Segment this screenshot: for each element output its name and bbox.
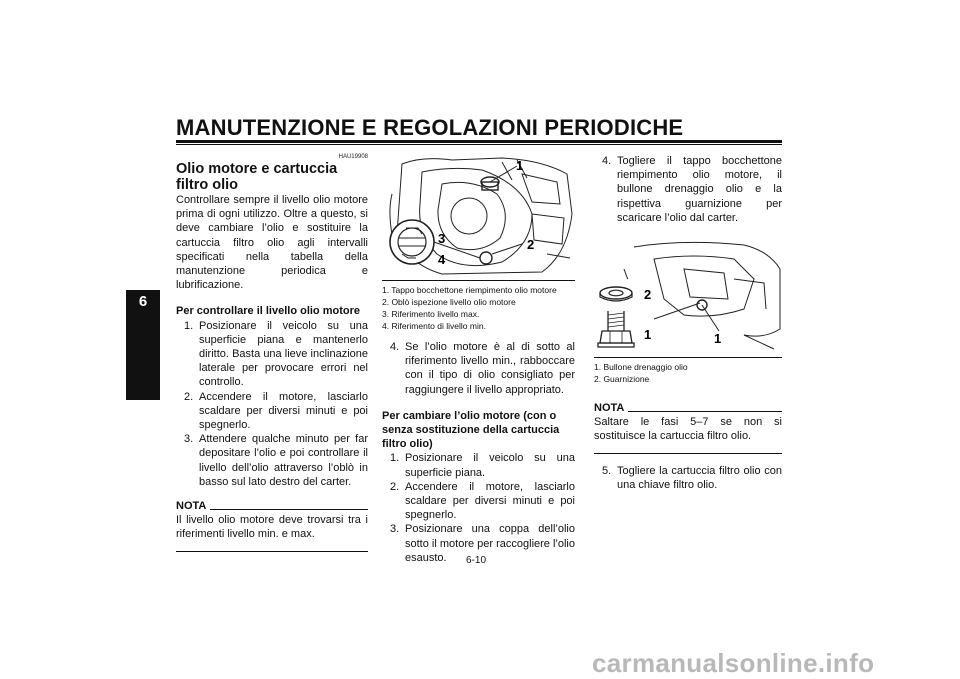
figure-captions <box>594 361 782 385</box>
list-item: 1. Posizionare il veicolo su una superficie piana. <box>390 452 575 479</box>
note-box <box>594 401 782 454</box>
reference-code: HAU19908 <box>338 154 368 160</box>
note-label: NOTA <box>176 500 207 513</box>
section-title: Olio motore e cartuccia filtro olio <box>176 161 338 193</box>
figure-label-4: 4 <box>438 252 446 267</box>
figure-label-2: 2 <box>527 237 535 252</box>
caption-item: 4. Riferimento di livello min. <box>382 321 486 331</box>
intro-paragraph: Controllare sempre il livello olio motore prima di ogni utilizzo. Oltre a questo, si deve cambiare l’olio e sostituire la cartuccia filtro olio agli intervalli specificati nella tabella della manutenzione periodica e lubrificazione. <box>176 194 368 292</box>
check-steps-list-continued <box>382 340 575 397</box>
list-item: 3. Posizionare una coppa dell’olio sotto il motore per raccogliere l’olio esausto. <box>390 523 575 564</box>
column-2 <box>382 154 575 565</box>
watermark: carmanualsonline.info <box>592 648 875 678</box>
list-item: 4. Se l’olio motore è al di sotto al riferimento livello min., rabboccare con il tipo di olio consigliato per raggiungere il livello appropriato. <box>390 341 575 396</box>
note-rule <box>210 509 368 510</box>
header-rule <box>176 140 782 143</box>
engine-oil-filler-figure <box>382 154 575 278</box>
caption-item: 1. Bullone drenaggio olio <box>594 362 688 373</box>
drain-bolt-illustration <box>594 239 782 355</box>
engine-illustration <box>382 154 575 278</box>
filter-steps-list <box>594 464 782 492</box>
note-text: Saltare le fasi 5–7 se non si sostituisce la cartuccia filtro olio. <box>594 416 782 443</box>
figure-captions <box>382 284 575 332</box>
caption-item: 1. Tappo bocchettone riempimento olio motore <box>382 285 557 295</box>
note-text: Il livello olio motore deve trovarsi tra i riferimenti livello min. e max. <box>176 514 368 541</box>
list-item: 4. Togliere il tappo bocchettone riempimento olio motore, il bullone drenaggio olio e la rispettiva guarnizione per scaricare l’olio dal carter. <box>602 155 782 224</box>
page-header-title: MANUTENZIONE E REGOLAZIONI PERIODICHE <box>176 115 684 140</box>
note-end-rule <box>176 551 368 552</box>
header-rule-thin <box>176 144 782 145</box>
chapter-number: 6 <box>138 293 148 310</box>
page-number: 6-10 <box>466 555 487 566</box>
caption-item: 2. Guarnizione <box>594 374 650 385</box>
figure-rule <box>594 357 782 358</box>
figure-label-1-secondary: 1 <box>714 331 722 347</box>
column-1 <box>176 154 368 552</box>
list-item: 2. Accendere il motore, lasciarlo scaldare per diversi minuti e poi spegnerlo. <box>184 390 368 432</box>
figure-label-1: 1 <box>644 327 652 343</box>
drain-bolt-figure <box>594 239 782 355</box>
note-box <box>176 499 368 552</box>
caption-item: 2. Oblò ispezione livello olio motore <box>382 297 516 307</box>
list-item: 2. Accendere il motore, lasciarlo scaldare per diversi minuti e poi spegnerlo. <box>390 480 575 522</box>
note-end-rule <box>594 453 782 454</box>
figure-label-1: 1 <box>516 158 524 173</box>
figure-rule <box>382 280 575 281</box>
list-item: 3. Attendere qualche minuto per far depositare l’olio e poi controllare il livello dell’olio attraverso l’oblò in basso sul lato destro del carter. <box>184 433 368 488</box>
change-steps-list-continued <box>594 154 782 225</box>
figure-label-2: 2 <box>644 287 652 303</box>
list-item: 5. Togliere la cartuccia filtro olio con una chiave filtro olio. <box>602 464 782 491</box>
note-rule <box>628 411 782 412</box>
subsection-title: Per controllare il livello olio motore <box>176 305 360 318</box>
list-item: 1. Posizionare il veicolo su una superficie piana e mantenerlo diritto. Basta una lieve inclinazione laterale per provocare errori nel controllo. <box>184 319 368 389</box>
check-steps-list <box>176 319 368 489</box>
subsection-title: Per cambiare l’olio motore (con o senza sostituzione della cartuccia filtro olio) <box>382 409 560 451</box>
figure-label-3: 3 <box>438 231 446 246</box>
change-steps-list <box>382 451 575 565</box>
note-label: NOTA <box>594 402 625 415</box>
column-3 <box>594 154 782 492</box>
caption-item: 3. Riferimento livello max. <box>382 309 480 319</box>
